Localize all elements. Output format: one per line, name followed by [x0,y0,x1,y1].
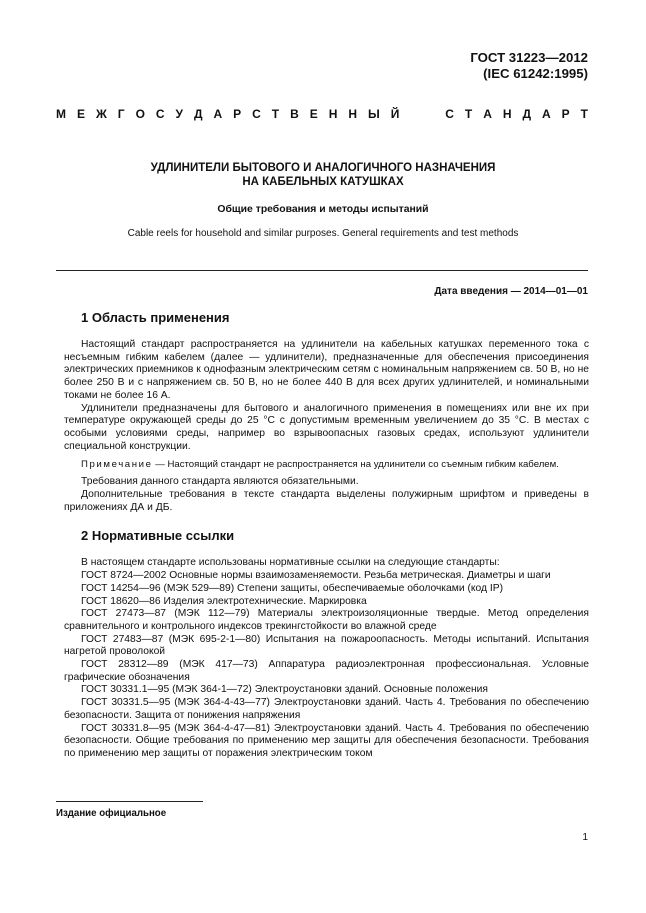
paragraph: Дополнительные требования в тексте стандарта выделены полужирным шрифтом и приведены в приложениях ДА и ДБ. [64,489,589,513]
banner-letter: В [290,107,299,121]
reference-item: ГОСТ 18620—86 Изделия электротехнические. Маркировка [81,595,367,607]
banner-letter: С [155,107,165,121]
banner-word-gap [410,107,434,121]
note [64,459,589,471]
standard-code: ГОСТ 31223—2012 [470,50,588,65]
banner-letter: С [445,107,454,121]
banner-letter: Т [271,107,280,121]
reference-item: ГОСТ 27473—87 (МЭК 112—79) Материалы электроизоляционные твердые. Метод определения сравнительного и контрольного индексов трекингстойкости во влажной среде [64,608,589,632]
english-title: Cable reels for household and similar purposes. General requirements and test methods [127,228,519,239]
official-edition-label: Издание официальное [56,808,167,819]
banner-letter: Н [502,107,512,121]
note-text: — Настоящий стандарт не распространяется на удлинители со съемным гибким кабелем. [152,459,559,471]
banner-letter: А [483,107,492,121]
paragraph: Удлинители предназначены для бытового и аналогичного применения в помещениях или вне их при температуре окружающей среды до 25 °С с допустимым временным увеличением до 35 °С. В местах с особыми условиями среды, например во взрывоопасных газовых средах, используют удлинители специальной конструкции. [64,402,589,452]
document-title [0,161,646,189]
banner-letter: Ы [367,107,380,121]
paragraph: Требования данного стандарта являются обязательными. [81,476,359,488]
banner-letter: А [542,107,551,121]
document-body [64,310,589,761]
section-heading: 1 Область применения [81,310,230,325]
page-number: 1 [582,832,588,843]
document-subtitle: Общие требования и методы испытаний [217,204,429,215]
banner-letter: У [175,107,183,121]
banner-letter: Т [580,107,588,121]
title-line: УДЛИНИТЕЛИ БЫТОВОГО И АНАЛОГИЧНОГО НАЗНАЧЕНИЯ [150,162,496,174]
interstate-standard-banner [56,107,588,121]
introduction-date: Дата введения — 2014—01—01 [434,286,588,297]
reference-item: ГОСТ 30331.5—95 (МЭК 364-4-43—77) Электроустановки зданий. Часть 4. Требования по обеспечению безопасности. Защита от понижения напряжения [64,697,589,721]
reference-item: ГОСТ 30331.8—95 (МЭК 364-4-47—81) Электроустановки зданий. Часть 4. Требования по обеспечению безопасности. Общие требования по применению мер защиты для обеспечения безопасности. Требования по применению мер защиты от поражения электрическим током [64,722,589,759]
banner-letter: Т [464,107,473,121]
reference-item: ГОСТ 27483—87 (МЭК 695-2-1—80) Испытания на пожароопасность. Методы испытаний. Испытания нагретой проволокой [64,633,589,658]
title-line: НА КАБЕЛЬНЫХ КАТУШКАХ [242,176,404,188]
banner-letter: Р [233,107,242,121]
iec-reference: (IEC 61242:1995) [483,66,588,81]
banner-letter: Й [390,107,400,121]
banner-letter: Р [561,107,570,121]
section-heading: 2 Нормативные ссылки [81,528,235,544]
reference-item: ГОСТ 30331.1—95 (МЭК 364-1—72) Электроустановки зданий. Основные положения [81,684,488,696]
banner-letter: Н [348,107,357,121]
banner-letter: А [213,107,223,121]
banner-letter: Г [117,107,125,121]
paragraph: В настоящем стандарте использованы нормативные ссылки на следующие стандарты: [81,557,500,569]
paragraph: Настоящий стандарт распространяется на удлинители на кабельных катушках переменного тока с несъемным гибким кабелем (далее — удлинители), предназначенные для обеспечения присоединения электрических приемников к однофазным электрическим сетям с номинальным напряжением св. 50 В, но не более 250 В и с напряжением св. 50 В, но не более 440 В для всех других удлинителей, и номинальными токами не более 16 А. [64,339,589,401]
banner-letter: М [56,107,66,121]
banner-letter: Е [76,107,85,121]
standard-code-block [470,50,588,82]
reference-item: ГОСТ 8724—2002 Основные нормы взаимозаменяемости. Резьба метрическая. Диаметры и шаги [81,570,551,582]
reference-item: ГОСТ 14254—96 (МЭК 529—89) Степени защиты, обеспечиваемые оболочками (код IP) [81,582,504,594]
banner-letter: Д [193,107,203,121]
footer-divider [56,801,203,802]
banner-letter: Е [309,107,318,121]
title-divider [56,270,588,271]
banner-letter: С [252,107,261,121]
banner-letter: Ж [95,107,107,121]
banner-letter: Н [328,107,338,121]
reference-item: ГОСТ 28312—89 (МЭК 417—73) Аппаратура радиоэлектронная профессиональная. Условные графические обозначения [64,659,589,683]
banner-letter: Д [522,107,532,121]
note-label: Примечание [81,459,153,471]
banner-letter: О [135,107,145,121]
